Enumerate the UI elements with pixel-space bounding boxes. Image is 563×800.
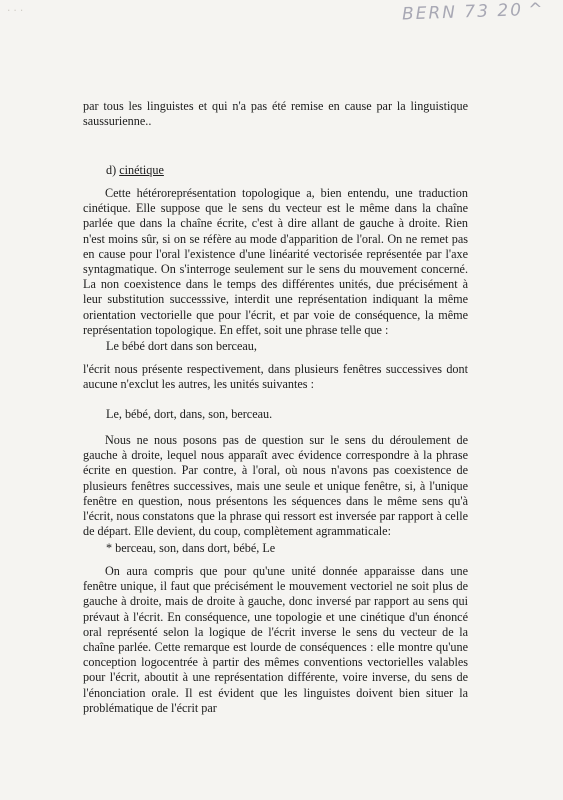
paragraph-ecrit-text: l'écrit nous présente respectivement, dans plusieurs fenêtres successives dont aucune n'exclut les autres, les unités suivantes : xyxy=(83,362,468,392)
paragraph-intro-text: par tous les linguistes et qui n'a pas été remise en cause par la linguistique saussurienne.. xyxy=(83,99,468,129)
paragraph-main xyxy=(83,186,468,338)
section-label: d) xyxy=(106,163,120,177)
paragraph-final xyxy=(83,564,468,716)
example-units: Le, bébé, dort, dans, son, berceau. xyxy=(106,407,273,421)
paragraph-main-text: Cette hétéroreprésentation topologique a, bien entendu, une traduction cinétique. Elle suppose que le sens du vecteur est le même dans la chaîne parlée que dans la chaîne écrite, c'est à dire allant de gauche à droite. Rien n'est moins sûr, si on se réfère au mode d'apparition de l'oral. On ne remet pas en cause pour l'oral l'existence d'une linéarité vectorisée représentée par l'axe syntagmatique. On s'interroge seulement sur le sens du mouvement concerné. La non coexistence dans le temps des différentes unités, due précisément à leur substitution successsive, interdit une représentation indiquant la même orientation vectorielle que pour l'écrit, et par voie de conséquence, la même représentation topologique. En effet, soit une phrase telle que : xyxy=(83,186,468,337)
paragraph-question-text: Nous ne nous posons pas de question sur le sens du déroulement de gauche à droite, lequel nous apparaît avec évidence correspondre à la phrase écrite en question. Par contre, à l'oral, où nous n'avons pas coexistence de plusieurs fenêtres successives, mais une seule et unique fenêtre, si, à l'unique fenêtre en question, nous présentons les séquences dans le même sens qu'à l'écrit, nous constatons que la phrase qui ressort est inversée par rapport à celle de départ. Elle devient, du coup, complètement agrammaticale: xyxy=(83,433,468,539)
paragraph-question xyxy=(83,433,468,539)
paragraph-final-text: On aura compris que pour qu'une unité donnée apparaisse dans une fenêtre unique, il faut que précisément le mouvement vectoriel ne soit plus de gauche à droite, mais de droite à gauche, donc inversé par rapport au sens qui prévaut à l'écrit. En conséquence, une topologie et une cinétique d'un énoncé oral représenté selon la logique de l'écrit inverse le sens du vecteur de la chaîne parlée. Cette remarque est lourde de conséquences : elle montre qu'une conception logocentrée à partir des mêmes conventions vectorielles valables pour l'écrit, aboutit à une représentation différente, voire inverse, du sens de l'énonciation orale. Il est évident que les linguistes doivent bien situer la problématique de l'écrit par xyxy=(83,564,468,715)
faint-corner-mark: ... xyxy=(6,4,26,14)
section-heading xyxy=(106,163,164,178)
archive-stamp: BERN 73 20 ^ xyxy=(402,0,546,25)
section-title: cinétique xyxy=(119,163,164,177)
example-sentence: Le bébé dort dans son berceau, xyxy=(106,339,257,353)
paragraph-ecrit xyxy=(83,362,468,392)
paragraph-intro xyxy=(83,99,468,129)
example-ungrammatical: * berceau, son, dans dort, bébé, Le xyxy=(106,541,276,555)
